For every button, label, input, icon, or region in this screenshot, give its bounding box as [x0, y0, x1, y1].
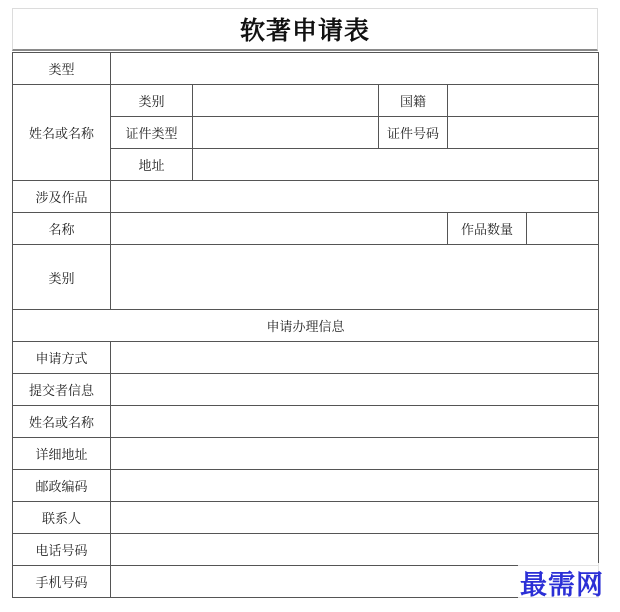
works-label: 涉及作品: [13, 181, 111, 213]
table-row: [13, 53, 599, 85]
address-label: 地址: [111, 149, 193, 181]
submitter-label: 提交者信息: [13, 374, 111, 406]
table-row: [13, 181, 599, 213]
nationality-value-cell[interactable]: [448, 85, 599, 117]
table-row: [13, 374, 599, 406]
watermark-logo: 最需网: [518, 563, 606, 602]
id-type-label: 证件类型: [111, 117, 193, 149]
table-row: [13, 470, 599, 502]
table-row: [13, 438, 599, 470]
name-label: 名称: [13, 213, 111, 245]
postcode-label: 邮政编码: [13, 470, 111, 502]
table-row: [13, 310, 599, 342]
nationality-label: 国籍: [379, 85, 448, 117]
table-row: [13, 85, 599, 117]
phone-value-cell[interactable]: [111, 534, 599, 566]
method-value-cell[interactable]: [111, 342, 599, 374]
type-label: 类型: [13, 53, 111, 85]
table-row: [13, 566, 599, 598]
detail-address-value-cell[interactable]: [111, 438, 599, 470]
id-number-label: 证件号码: [379, 117, 448, 149]
id-type-value-cell[interactable]: [193, 117, 379, 149]
submitter-name-label: 姓名或名称: [13, 406, 111, 438]
name-value-cell[interactable]: [111, 213, 448, 245]
submitter-value-cell[interactable]: [111, 374, 599, 406]
contact-label: 联系人: [13, 502, 111, 534]
type-value-cell[interactable]: [111, 53, 599, 85]
id-number-value-cell[interactable]: [448, 117, 599, 149]
table-row: [13, 406, 599, 438]
works-category-value-cell[interactable]: [111, 245, 599, 310]
owner-label: 姓名或名称: [13, 85, 111, 181]
table-row: [13, 342, 599, 374]
postcode-value-cell[interactable]: [111, 470, 599, 502]
table-row: [13, 502, 599, 534]
works-value-cell[interactable]: [111, 181, 599, 213]
works-count-label: 作品数量: [448, 213, 527, 245]
method-label: 申请方式: [13, 342, 111, 374]
table-row: [13, 213, 599, 245]
phone-label: 电话号码: [13, 534, 111, 566]
table-row: [13, 245, 599, 310]
title-box: [12, 8, 598, 51]
section-header: 申请办理信息: [13, 310, 599, 342]
works-category-label: 类别: [13, 245, 111, 310]
detail-address-label: 详细地址: [13, 438, 111, 470]
table-row: [13, 534, 599, 566]
address-value-cell[interactable]: [193, 149, 599, 181]
category-value-cell[interactable]: [193, 85, 379, 117]
form-title: 软著申请表: [239, 16, 370, 45]
contact-value-cell[interactable]: [111, 502, 599, 534]
category-label: 类别: [111, 85, 193, 117]
works-count-value-cell[interactable]: [527, 213, 599, 245]
submitter-name-value-cell[interactable]: [111, 406, 599, 438]
application-form-table: [12, 52, 599, 598]
mobile-label: 手机号码: [13, 566, 111, 598]
